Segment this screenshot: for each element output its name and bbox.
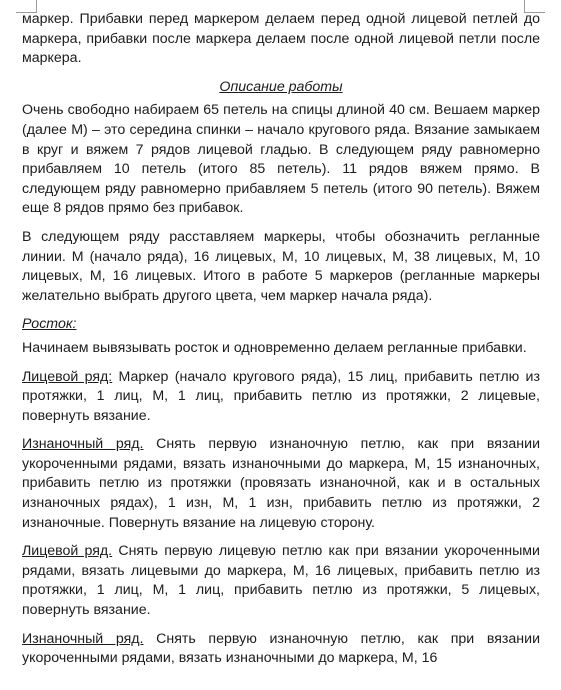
- row-1-label: Лицевой ряд:: [22, 368, 113, 385]
- row-2-label: Изнаночный ряд.: [22, 436, 144, 453]
- paragraph-intro: маркер. Прибавки перед маркером делаем перед одной лицевой петлей до маркера, прибавки после маркера делаем после одной лицевой петли после маркера.: [22, 11, 540, 67]
- paragraph-markers: В следующем ряду расставляем маркеры, чтобы обозначить регланные линии. М (начало ряда), 16 лицевых, М, 10 лицевых, М, 38 лицевых, М, 10 лицевых, М, 16 лицевых. Итого в работе 5 маркеров (регланные маркеры желательно выбрать другого цвета, чем маркер начала ряда).: [22, 228, 540, 304]
- paragraph-row-1: [22, 368, 540, 427]
- section-title: Описание работы: [219, 78, 343, 95]
- paragraph-short-rows-intro: Начинаем вывязывать росток и одновременно делаем регланные прибавки.: [22, 339, 527, 356]
- document-body: [22, 10, 540, 678]
- row-3-text: Снять первую лицевую петлю как при вязании укороченными рядами, вязать лицевыми до маркера, М, 16 лицевых, прибавить петлю из протяжки, 1 лиц, М, 1 лиц, прибавить петлю из протяжки, 5 лицевых, повернуть вязание.: [22, 543, 540, 619]
- paragraph-cast-on: Очень свободно набираем 65 петель на спицы длиной 40 см. Вешаем маркер (далее М) – это середина спинки – начало кругового ряда. Вязание замыкаем в круг и вяжем 7 рядов лицевой гладью. В следующем ряду равномерно прибавляем 10 петель (итого 85 петель). 11 рядов вяжем прямо. В следующем ряду равномерно прибавляем 5 петель (итого 90 петель). Вяжем еще 8 рядов прямо без прибавок.: [22, 102, 540, 217]
- row-4-label: Изнаночный ряд.: [22, 630, 144, 647]
- row-1-text: Маркер (начало кругового ряда), 15 лиц, прибавить петлю из протяжки, 1 лиц, М, 1 лиц, прибавить петлю из протяжки, 2 лицевые, повернуть вязание.: [22, 368, 540, 424]
- row-3-label: Лицевой ряд.: [22, 543, 113, 560]
- row-4-text: Снять первую изнаночную петлю, как при вязании укороченными рядами, вязать изнаночными до маркера, М, 16: [22, 630, 540, 667]
- paragraph-row-4: [22, 630, 540, 669]
- row-2-text: Снять первую изнаночную петлю, как при вязании укороченными рядами, вязать изнаночными до маркера, М, 15 изнаночных, прибавить петлю из протяжки (провязать изнаночной, как и в остальных изнаночных рядах), 1 изн, М, 1 изн, прибавить петлю из протяжки, 2 изнаночные. Повернуть вязание на лицевую сторону.: [22, 436, 540, 531]
- paragraph-row-3: [22, 542, 540, 620]
- paragraph-row-2: [22, 435, 540, 533]
- subsection-title: Росток:: [22, 316, 77, 333]
